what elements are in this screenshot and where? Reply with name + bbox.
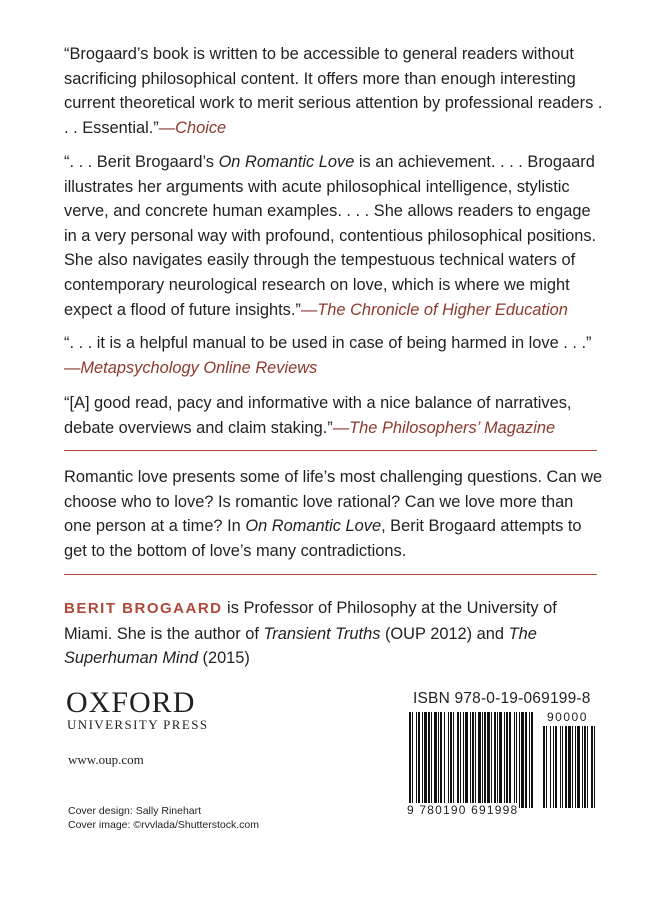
barcode-bar: [487, 712, 490, 808]
quote-3-part-3: Metapsychology Online Reviews: [80, 358, 318, 377]
barcode-addon-bar: [584, 726, 586, 808]
barcode-bar: [409, 712, 411, 808]
barcode-addon-bar: [562, 726, 563, 808]
barcode-bar: [494, 712, 496, 808]
barcode-bar: [460, 712, 461, 808]
bio-book-1: Transient Truths: [263, 624, 381, 643]
divider-rule-top: [64, 450, 597, 451]
barcode-bar: [448, 712, 449, 808]
barcode-bar: [497, 712, 498, 808]
bio-book-2: The Superhuman Mind: [64, 624, 537, 668]
isbn-label: ISBN 978-0-19-069199-8: [413, 690, 591, 707]
barcode-bar: [478, 712, 481, 808]
quote-2: [64, 150, 604, 322]
barcode-bar: [453, 712, 454, 808]
bio-text-3: (2015): [197, 649, 250, 668]
barcode-bar: [514, 712, 515, 808]
quote-1-part-2: —: [158, 118, 176, 137]
quote-1-part-1: “Brogaard’s book is written to be accessible to general readers without sacrificing philosophical content. It offers more than enough interesting current theoretical work to merit serious attention by professional readers . . . Essential.”: [64, 45, 603, 137]
bio-text-1: is Professor of Philosophy at the University of Miami. She is the author of: [64, 599, 557, 643]
quote-1: [64, 42, 604, 140]
barcode-addon-bar: [553, 726, 554, 808]
barcode-bar: [509, 712, 511, 808]
quote-4-part-3: The Philosophers’ Magazine: [349, 418, 556, 437]
quote-2-part-3: is an achievement. . . . Brogaard illustrates her arguments with acute philosophical intelligence, stylistic verve, and concrete human examples. . . . She allows readers to engage in a very personal way with profound, contentious philosophical positions. She also navigates easily through the tempestuous technical waters of contemporary neurological research on love, which is where we might expect a flood of future insights.”: [64, 153, 597, 319]
barcode-bar: [416, 712, 417, 808]
bio-text-2: (OUP 2012) and: [380, 624, 509, 643]
barcode-bar: [463, 712, 464, 808]
blurb-book-title: On Romantic Love: [245, 517, 382, 536]
quote-3-part-2: —: [64, 358, 81, 377]
barcode-bar: [440, 712, 442, 808]
barcode-bar: [428, 712, 430, 808]
barcode-bar: [470, 712, 471, 808]
barcode-bar: [484, 712, 486, 808]
barcode-bar: [457, 712, 459, 808]
barcode-addon-digits: 90000: [547, 710, 588, 724]
barcode-bar: [499, 712, 502, 808]
oxford-logo: OXFORD: [66, 686, 196, 719]
barcode-bar: [444, 712, 445, 808]
barcode-addon-bar: [546, 726, 547, 808]
quote-4-part-1: “[A] good read, pacy and informative with a nice balance of narratives, debate overviews and claim staking.”: [64, 394, 572, 437]
oxford-press-label: UNIVERSITY PRESS: [67, 717, 209, 732]
barcode-addon-bar: [587, 726, 588, 808]
cover-image-credit: Cover image: ©rvvlada/Shutterstock.com: [68, 819, 259, 831]
barcode-bar: [531, 712, 533, 808]
book-blurb: [64, 465, 604, 563]
barcode-bar: [521, 712, 524, 808]
barcode-bar: [431, 712, 432, 808]
barcode-addon-bar: [582, 726, 583, 808]
barcode-addon-bar: [555, 726, 557, 808]
barcode-addon-bar: [591, 726, 593, 808]
barcode-addon-bar: [543, 726, 545, 808]
barcode-bar: [434, 712, 437, 808]
barcode-bar: [525, 712, 527, 808]
barcode-bar: [450, 712, 452, 808]
barcode-bar: [422, 712, 423, 808]
blurb-text-before: Romantic love presents some of life’s most challenging questions. Can we choose who to love? Is romantic love rational? Can we love more than one person at a time? In: [64, 468, 603, 536]
author-bio: [64, 596, 604, 671]
barcode-addon-bar: [594, 726, 595, 808]
barcode-addon-bar: [572, 726, 573, 808]
author-name: BERIT BROGAARD: [64, 600, 223, 617]
barcode-bar: [491, 712, 492, 808]
barcode-bar: [424, 712, 427, 808]
quote-2-part-1: “. . . Berit Brogaard’s: [64, 153, 219, 171]
barcode-bar: [465, 712, 468, 808]
barcode-bar: [472, 712, 474, 808]
publisher-website[interactable]: www.oup.com: [68, 752, 144, 767]
quote-2-part-4: —: [300, 300, 318, 319]
barcode-bar: [504, 712, 505, 808]
barcode-addon-bar: [550, 726, 551, 808]
barcode-bar: [506, 712, 508, 808]
quote-2-part-5: The Chronicle of Higher Education: [317, 300, 568, 319]
barcode-bar: [519, 712, 520, 808]
barcode-addon-bar: [575, 726, 576, 808]
divider-rule-bottom: [64, 574, 597, 575]
barcode-bar: [516, 712, 517, 808]
barcode-addon-bar: [565, 726, 567, 808]
barcode-bar: [412, 712, 413, 808]
barcode-addon-bar: [577, 726, 580, 808]
barcode-bar: [438, 712, 439, 808]
quote-3-part-1: “. . . it is a helpful manual to be used in case of being harmed in love . . .”: [64, 334, 592, 352]
barcode-addon-bar: [560, 726, 561, 808]
barcode-bar: [418, 712, 420, 808]
quote-4-part-2: —: [332, 418, 350, 437]
barcode-bar: [529, 712, 530, 808]
barcode-bar: [482, 712, 483, 808]
quote-2-part-2: On Romantic Love: [218, 153, 355, 171]
barcode-addon-bar: [568, 726, 571, 808]
barcode-bar: [475, 712, 476, 808]
blurb-text-after: , Berit Brogaard attempts to get to the bottom of love’s many contradictions.: [64, 517, 582, 560]
quote-4: [64, 391, 604, 440]
quote-3: [64, 331, 604, 380]
barcode-digits: 9 780190 691998: [407, 803, 519, 817]
cover-design-credit: Cover design: Sally Rinehart: [68, 805, 202, 817]
quote-1-part-3: Choice: [175, 118, 227, 137]
